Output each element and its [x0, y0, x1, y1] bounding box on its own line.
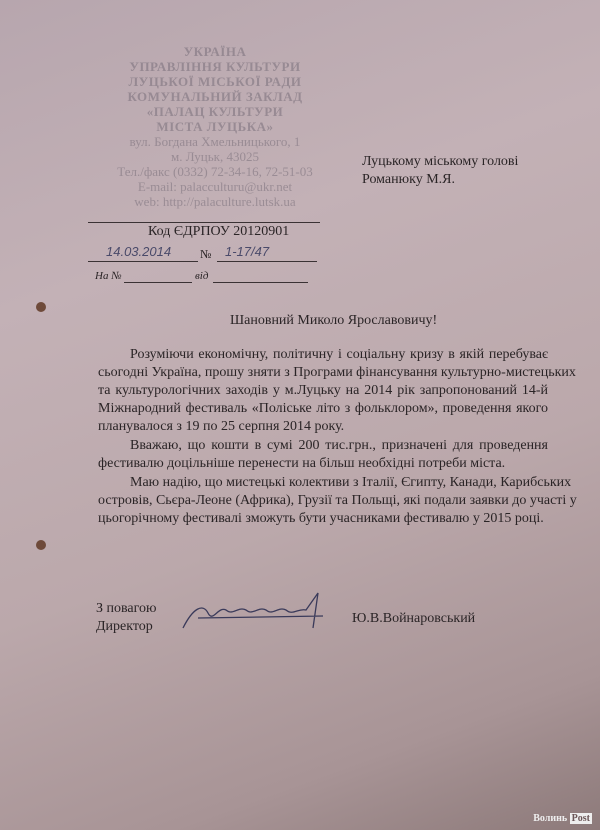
letterhead-stamp: [95, 44, 335, 209]
addressee-line-1: Луцькому міському голові: [362, 154, 519, 169]
watermark-logo: [533, 813, 592, 824]
outgoing-number: 1-17/47: [225, 244, 270, 259]
incoming-number-line: [124, 282, 192, 283]
stamp-line: УПРАВЛІННЯ КУЛЬТУРИ: [129, 59, 301, 74]
closing-title: Директор: [96, 619, 153, 634]
stamp-line: «ПАЛАЦ КУЛЬТУРИ: [146, 104, 284, 119]
stamp-line: Тел./факс (0332) 72-34-16, 72-51-03: [117, 164, 313, 179]
watermark-suffix: Post: [571, 813, 590, 824]
body-line: Міжнародний фестиваль «Поліське літо з фольклором», проведення якого: [98, 401, 548, 416]
director-name: Ю.В.Войнаровський: [352, 611, 476, 626]
stamp-line: E-mail: palacculturu@ukr.net: [137, 179, 293, 194]
body-line: планувалося з 19 по 25 серпня 2014 року.: [98, 419, 345, 434]
number-line: [217, 261, 317, 262]
body-line: Маю надію, що мистецькі колективи з Італії, Єгипту, Канади, Карибських: [130, 475, 572, 490]
addressee-line-2: Романюку М.Я.: [362, 172, 455, 187]
body-line: сьогодні Україна, прошу зняти з Програми фінансування культурно-мистецьких: [98, 365, 576, 380]
watermark-brand: Волинь: [533, 813, 568, 824]
stamp-line: web: http://palaculture.lutsk.ua: [134, 194, 296, 209]
body-line: та культурологічних заходів у м.Луцьку на 2014 рік запропонований 14-й: [98, 383, 548, 398]
number-label: №: [200, 247, 212, 261]
body-line: Вважаю, що кошти в сумі 200 тис.грн., призначені для проведення: [130, 438, 548, 453]
punch-hole-top: [36, 302, 46, 312]
body-line: фестивалю доцільніше перенести на більш необхідні потреби міста.: [98, 456, 506, 471]
incoming-from-label: від: [195, 270, 209, 282]
stamp-line: МІСТА ЛУЦЬКА»: [156, 119, 274, 134]
outgoing-date: 14.03.2014: [106, 244, 172, 259]
stamp-line: вул. Богдана Хмельницького, 1: [129, 134, 301, 149]
greeting: Шановний Миколо Ярославовичу!: [230, 313, 438, 328]
stamp-line: ЛУЦЬКОЇ МІСЬКОЇ РАДИ: [128, 74, 302, 89]
edrpou-code: Код ЄДРПОУ 20120901: [148, 224, 290, 239]
stamp-line: УКРАЇНА: [183, 44, 247, 59]
date-line: [88, 261, 198, 262]
stamp-line: м. Луцьк, 43025: [171, 149, 259, 164]
closing-regards: З повагою: [96, 601, 157, 616]
signature: [178, 588, 338, 638]
punch-hole-bottom: [36, 540, 46, 550]
incoming-number-label: На №: [95, 270, 122, 282]
stamp-line: КОМУНАЛЬНИЙ ЗАКЛАД: [127, 89, 303, 104]
stamp-rule: [88, 222, 320, 223]
incoming-date-line: [213, 282, 308, 283]
body-line: Розуміючи економічну, політичну і соціальну кризу в якій перебуває: [130, 347, 548, 362]
body-line: цьогорічному фестивалі зможуть бути учасниками фестивалю у 2015 році.: [98, 511, 544, 526]
body-line: островів, Сьєра-Леоне (Африка), Грузії та Польщі, які подали заявки до участі у: [98, 493, 577, 508]
